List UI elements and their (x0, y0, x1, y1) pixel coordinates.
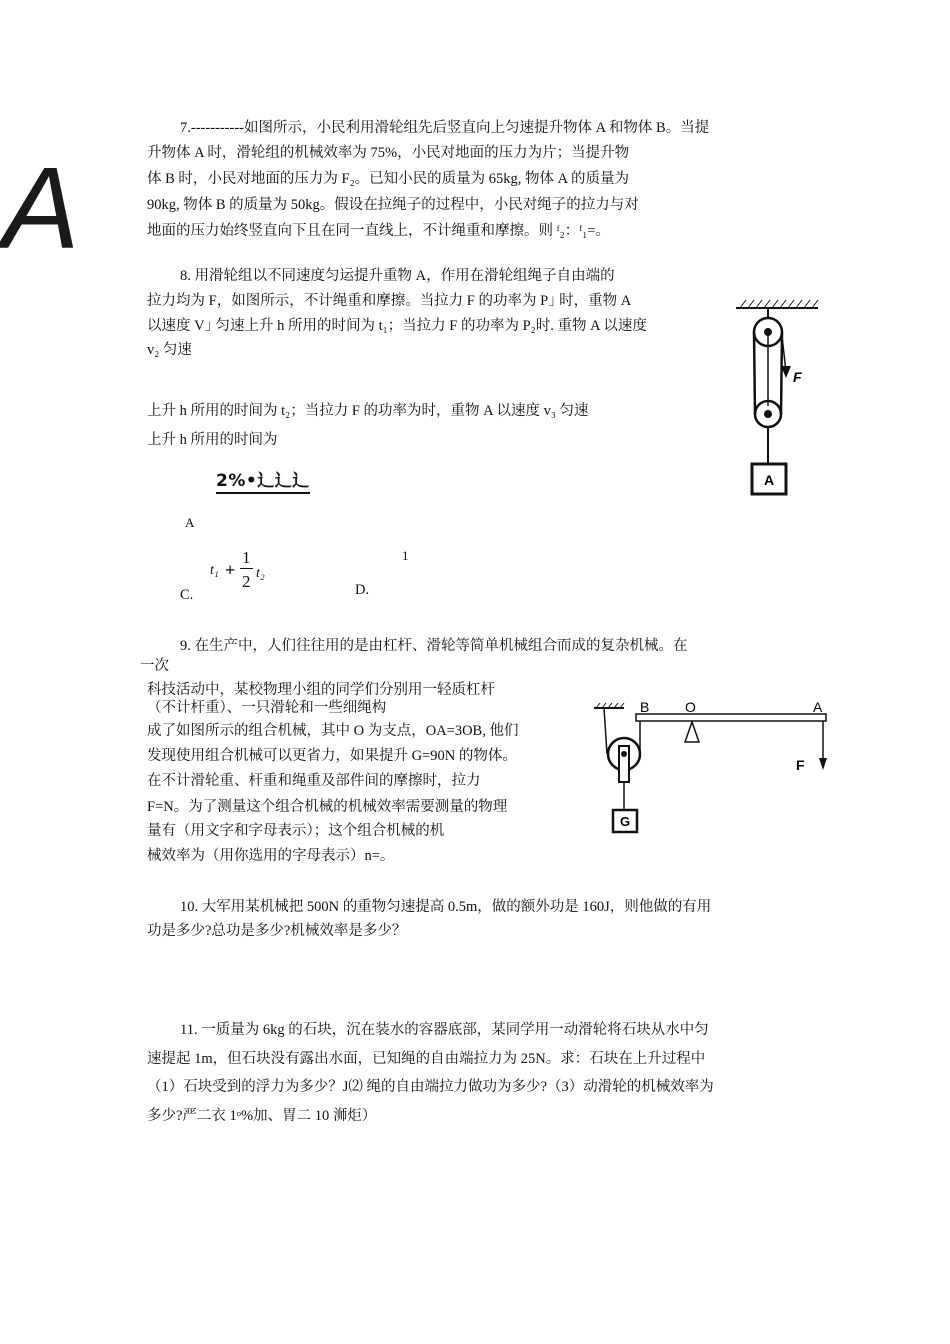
option-one-label: 1 (402, 548, 409, 563)
q11-line-4: 多少?严二衣 1ᵒ%加、胃二 10 浉炬） (147, 1108, 377, 1124)
q7-line-1: 7.-----------如图所示，小民利用滑轮组先后竖直向上匀速提升物体 A 和物体 B。当提 (180, 120, 710, 136)
q9-line-6: 发现使用组合机械可以更省力，如果提升 G=90N 的物体。 (147, 748, 517, 764)
block-label-a: A (763, 472, 775, 488)
q9-line-3: 科技活动中，某校物理小组的同学们分别用一轻质杠杆 (147, 682, 495, 698)
pulley-diagram (730, 296, 830, 502)
label-f: F (796, 757, 805, 773)
q7-line-5: 地面的压力始终竖直向下且在同一直线上，不计绳重和摩擦。则 ᶠ₂：ᶠ₁=。 (147, 223, 610, 239)
q8-line-6: 上升 h 所用的时间为 (147, 432, 278, 448)
q11-line-3: （1）石块受到的浮力为多少？J⑵ 绳的自由端拉力做功为多少?（3）动滑轮的机械效率为 (147, 1079, 714, 1095)
label-b: B (640, 699, 650, 715)
q7-line-3: 体 B 时，小民对地面的压力为 F₂。已知小民的质量为 65kg, 物体 A 的质量为 (147, 171, 629, 187)
force-label-f: F (793, 369, 802, 385)
formula-numerator: 1 (242, 548, 251, 567)
q7-line-4: 90kg, 物体 B 的质量为 50kg。假设在拉绳子的过程中，小民对绳子的拉力与对 (147, 197, 639, 213)
q9-line-2: 一次 (140, 658, 169, 674)
label-a: A (813, 699, 823, 715)
label-o: O (685, 699, 696, 715)
q10-line-2: 功是多少?总功是多少?机械效率是多少？ (147, 923, 407, 939)
q8-line-3: 以速度 V｣ 匀速上升 h 所用的时间为 t₁；当拉力 F 的功率为 P₂时. 重物 A 以速度 (147, 318, 647, 334)
formula-denominator: 2 (242, 572, 251, 591)
lever-pulley-diagram (592, 698, 837, 838)
formula-plus: + (225, 560, 236, 580)
q9-line-5: 成了如图所示的组合机械，其中 O 为支点，OA=3OB, 他们 (147, 723, 519, 739)
q9-line-10: 械效率为（用你选用的字母表示）n=。 (147, 848, 395, 864)
q8-line-2: 拉力均为 F，如图所示，不计绳重和摩擦。当拉力 F 的功率为 P｣ 时，重物 A (147, 293, 632, 309)
fraction-bar (240, 568, 253, 569)
option-d-label: D. (355, 582, 370, 598)
q11-line-2: 速提起 1m，但石块没有露出水面，已知绳的自由端拉力为 25N。求：石块在上升过程中 (147, 1051, 706, 1067)
q9-line-4: （不计杆重）、一只滑轮和一些细绳构 (147, 700, 387, 716)
q9-line-1: 9. 在生产中，人们往往用的是由杠杆、滑轮等简单机械组合而成的复杂机械。在 (180, 638, 688, 654)
option-a-label: A (185, 515, 195, 530)
q7-line-2: 升物体 A 时，滑轮组的机械效率为 75%，小民对地面的压力为片；当提升物 (147, 145, 630, 161)
q9-line-8: F=N。为了测量这个组合机械的机械效率需要测量的物理 (147, 799, 508, 815)
label-g: G (619, 814, 631, 829)
margin-letter: A (2, 143, 80, 273)
formula-t2: t₂ (256, 566, 265, 581)
formula-t1: t₁ (210, 563, 219, 578)
q9-line-7: 在不计滑轮重、杆重和绳重及部件间的摩擦时，拉力 (147, 773, 481, 789)
q9-line-9: 量有（用文字和字母表示）；这个组合机械的机 (147, 823, 445, 839)
q8-line-4: v₂ 匀速 (147, 342, 192, 358)
q11-line-1: 11. 一质量为 6kg 的石块，沉在装水的容器底部，某同学用一动滑轮将石块从水中匀 (180, 1022, 709, 1038)
formula-image: 2%•辶辶辶 (216, 466, 310, 491)
q8-line-5: 上升 h 所用的时间为 t₂；当拉力 F 的功率为时，重物 A 以速度 v₃ 匀速 (147, 403, 589, 419)
q10-line-1: 10. 大军用某机械把 500N 的重物匀速提高 0.5m，做的额外功是 160J，则他做的有用 (180, 899, 712, 915)
option-c-label: C. (180, 587, 194, 603)
q8-line-1: 8. 用滑轮组以不同速度匀运提升重物 A，作用在滑轮组绳子自由端的 (180, 268, 615, 284)
